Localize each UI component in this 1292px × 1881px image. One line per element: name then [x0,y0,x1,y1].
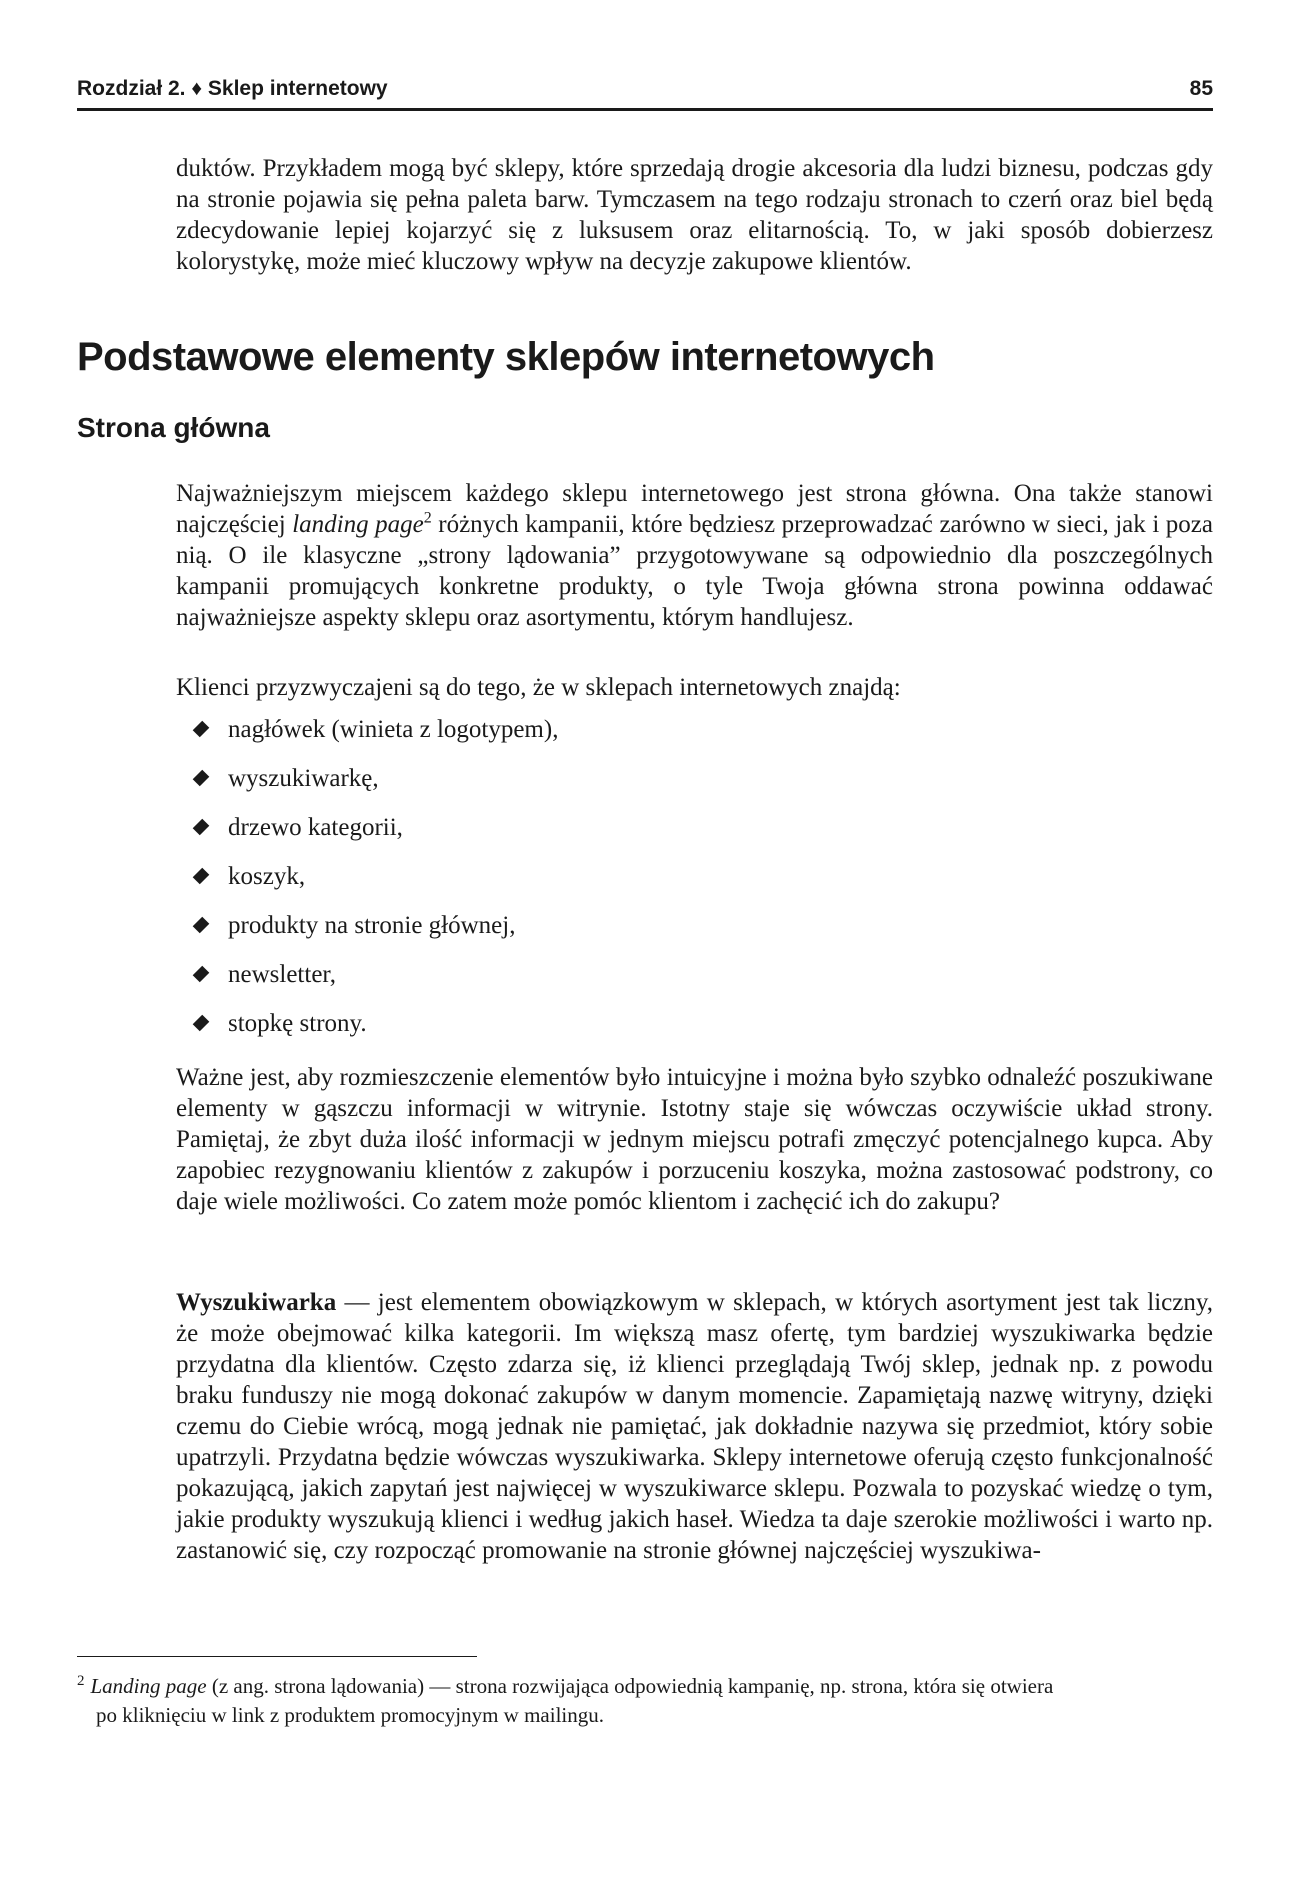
footnote-term: Landing page [90,1674,207,1698]
landing-page-term: landing page [292,511,424,538]
list-item: produkty na stronie głównej, [196,910,558,959]
diamond-bullet-icon [193,868,210,885]
page-number: 85 [1189,77,1213,100]
layout-paragraph: Ważne jest, aby rozmieszczenie elementów było intuicyjne i można było szybko odnaleźć poszukiwane elementy w gąszczu informacji w witrynie. Istotny staje się wówczas oczywiście układ strony. Pamiętaj, że zbyt duża ilość informacji w jednym miejscu potrafi zmęczyć potencjalnego kupca. Aby zapobiec rezygnowaniu klientów z zakupów i porzuceniu koszyka, można zastosować podstrony, co daje wiele możliwości. Co zatem może pomóc klientom i zachęcić ich do zakupu? [176,1064,1213,1215]
list-item: koszyk, [196,861,558,910]
elements-list [196,714,558,1057]
diamond-bullet-icon [193,770,210,787]
diamond-bullet-icon [193,966,210,983]
home-paragraph-text-end: różnych kampanii, które będziesz przeprowadzać zarówno w sieci, jak i poza nią. O ile klasyczne „strony lądowania” przygotowywane są odpowiednio dla poszczególnych kampanii promujących konkretne produkty, o tyle Twoja główna strona powinna oddawać najważniejsze aspekty sklepu oraz asortymentu, którym handlujesz. [176,511,1213,631]
list-item: wyszukiwarkę, [196,763,558,812]
footnote-text-line2: po kliknięciu w link z produktem promocyjnym w mailingu. [96,1703,605,1727]
search-paragraph [176,1287,1213,1566]
home-page-paragraph [176,478,1213,633]
footnote-divider [77,1656,477,1657]
chapter-title: Rozdział 2. ♦ Sklep internetowy [77,77,388,100]
list-intro: Klienci przyzwyczajeni są do tego, że w sklepach internetowych znajdą: [176,674,901,701]
diamond-bullet-icon [193,819,210,836]
footnote-mark: 2 [77,1673,85,1689]
diamond-bullet-icon [193,1015,210,1032]
footnote [77,1672,1213,1730]
list-item: drzewo kategorii, [196,812,558,861]
search-paragraph-text: — jest elementem obowiązkowym w sklepach, w których asortyment jest tak liczny, że może obejmować kilka kategorii. Im większą masz ofertę, tym bardziej wyszukiwarka będzie przydatna dla klientów. Często zdarza się, iż klienci przeglądają Twój sklep, jednak np. z powodu braku funduszy nie mogą dokonać zakupów w danym momencie. Zapamiętają nazwę witryny, dzięki czemu do Ciebie wrócą, mogą jednak nie pamiętać, jak dokładnie nazywa się przedmiot, który sobie upatrzyli. Przydatna będzie wówczas wyszukiwarka. Sklepy internetowe oferują często funkcjonalność pokazującą, jakich zapytań jest najwięcej w wyszukiwarce sklepu. Pozwala to pozyskać wiedzę o tym, jakie produkty wyszukują klienci i według jakich haseł. Wiedza ta daje szerokie możliwości i warto np. zastanowić się, czy rozpocząć promowanie na stronie głównej najczęściej wyszukiwa- [176,1289,1213,1564]
intro-paragraph: duktów. Przykładem mogą być sklepy, które sprzedają drogie akcesoria dla ludzi biznesu, podczas gdy na stronie pojawia się pełna paleta barw. Tymczasem na tego rodzaju stronach to czerń oraz biel będą zdecydowanie lepiej kojarzyć się z luksusem oraz elitarnością. To, w jaki sposób dobierzesz kolorystykę, może mieć kluczowy wpływ na decyzje zakupowe klientów. [176,155,1213,275]
search-term: Wyszukiwarka [176,1289,337,1316]
list-item: nagłówek (winieta z logotypem), [196,714,558,763]
diamond-bullet-icon [193,721,210,738]
footnote-reference[interactable]: 2 [423,509,432,527]
list-item: stopkę strony. [196,1008,558,1057]
list-item: newsletter, [196,959,558,1008]
home-paragraph-text-start: Najważniejszym miejscem każdego sklepu internetowego jest strona główna. Ona także stanowi najczęściej [176,480,1213,538]
running-header [77,74,1213,111]
diamond-bullet-icon [193,917,210,934]
footnote-text-line1: (z ang. strona lądowania) — strona rozwijająca odpowiednią kampanię, np. strona, która się otwiera [206,1674,1054,1698]
subsection-title: Strona główna [77,412,270,443]
section-title: Podstawowe elementy sklepów internetowych [77,335,935,379]
